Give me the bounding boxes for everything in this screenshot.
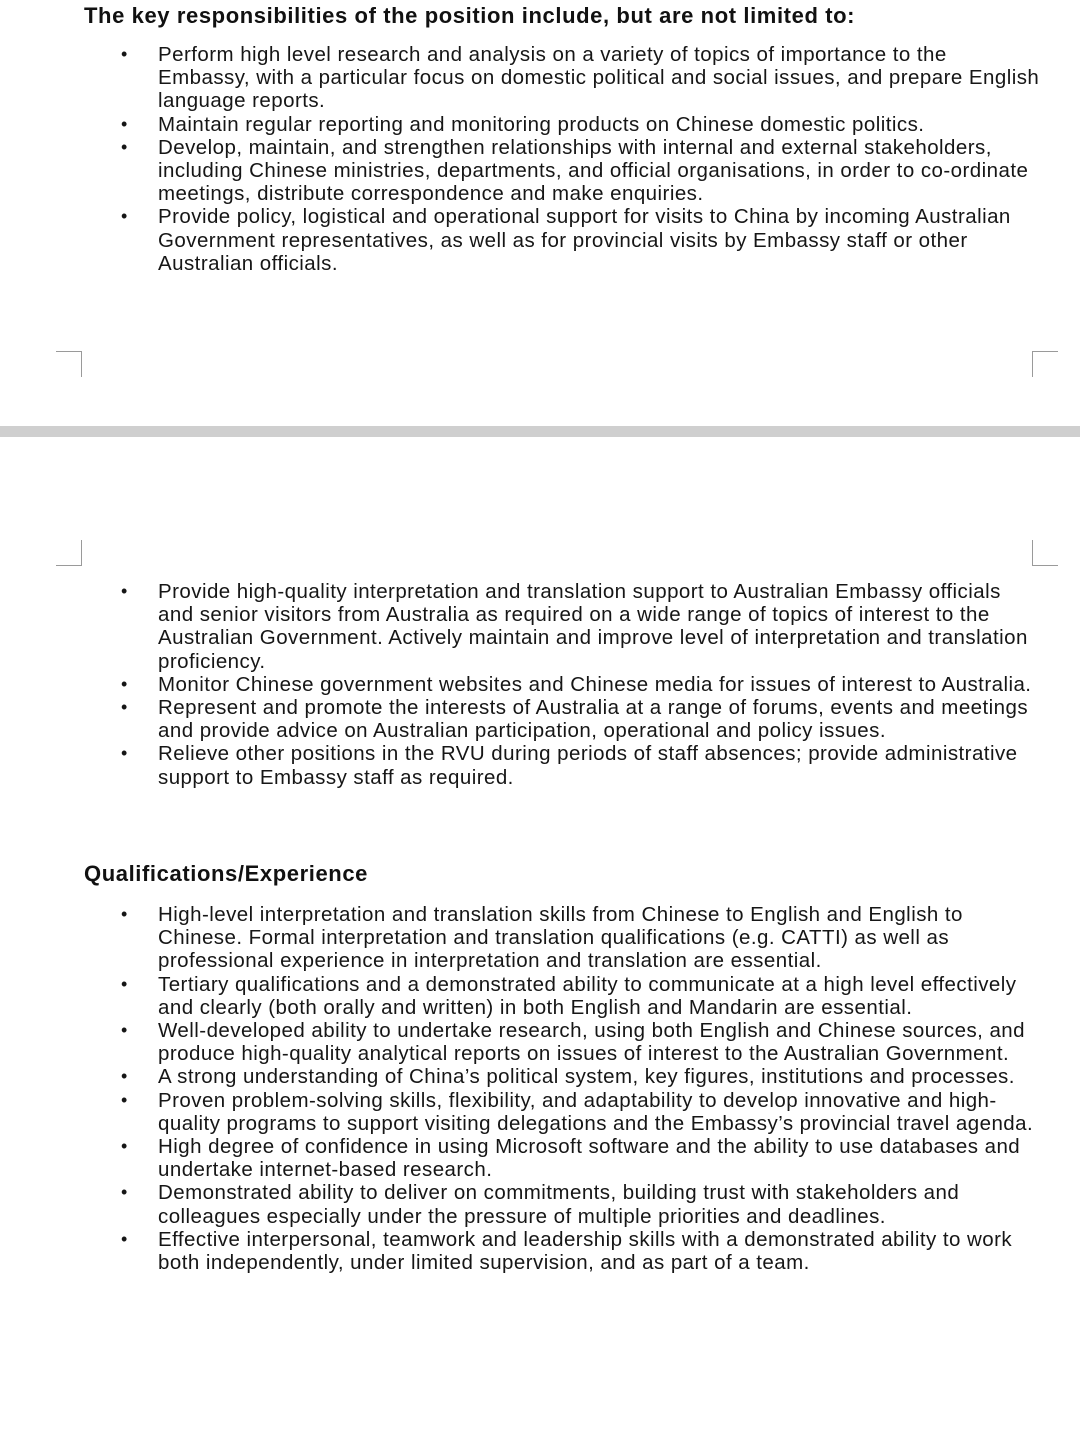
- list-item-text: Effective interpersonal, teamwork and leadership skills with a demonstrated ability to work both independently, under limited supervision, and as part of a team.: [158, 1227, 1013, 1275]
- list-item: [0, 1181, 1080, 1227]
- responsibilities-list-page-1: [0, 43, 1080, 275]
- list-item: [0, 742, 1080, 788]
- bullet-icon: •: [121, 44, 128, 64]
- bullet-icon: •: [121, 1182, 128, 1203]
- responsibilities-list-page-2: [0, 580, 1080, 789]
- list-item-text: Provide high-quality interpretation and translation support to Australian Embassy officials and senior visitors from Australia as required on a wide range of topics of interest to the Australian Government. Actively maintain and improve level of interpretation and translation proficiency.: [158, 580, 1028, 673]
- margin-corner-mark: [56, 351, 82, 377]
- bullet-icon: •: [121, 581, 128, 601]
- bullet-icon: •: [121, 697, 128, 718]
- list-item: [0, 205, 1080, 275]
- list-item-text: Develop, maintain, and strengthen relationships with internal and external stakeholders, including Chinese ministries, departments, and official organisations, in order to co-ordinate meetings, distribute correspondence and make enquiries.: [158, 135, 1029, 206]
- list-item: [0, 1135, 1080, 1181]
- bullet-icon: •: [121, 1136, 128, 1157]
- list-item: [0, 903, 1080, 973]
- list-item: [0, 1019, 1080, 1065]
- bullet-icon: •: [121, 1020, 128, 1041]
- list-item: [0, 113, 1080, 136]
- bullet-icon: •: [121, 743, 128, 764]
- list-item: [0, 696, 1080, 742]
- list-item: [0, 1089, 1080, 1135]
- list-item-text: Demonstrated ability to deliver on commitments, building trust with stakeholders and colleagues especially under the pressure of multiple priorities and deadlines.: [158, 1181, 960, 1228]
- list-item: [0, 136, 1080, 206]
- list-item-text: Relieve other positions in the RVU during periods of staff absences; provide administrative support to Embassy staff as required.: [158, 742, 1018, 789]
- responsibilities-heading: The key responsibilities of the position include, but are not limited to:: [84, 3, 856, 28]
- qualifications-list: [0, 903, 1080, 1274]
- list-item-text: Perform high level research and analysis on a variety of topics of importance to the Embassy, with a particular focus on domestic political and social issues, and prepare English language reports.: [158, 43, 1040, 113]
- bullet-icon: •: [121, 673, 128, 694]
- document-page-1: [0, 0, 1080, 426]
- list-item: [0, 1228, 1080, 1274]
- list-item-text: Maintain regular reporting and monitoring products on Chinese domestic politics.: [158, 112, 925, 136]
- list-item-text: Proven problem-solving skills, flexibility, and adaptability to develop innovative and high-quality programs to support visiting delegations and the Embassy’s provincial travel agenda.: [158, 1088, 1034, 1135]
- document-page-2: [0, 437, 1080, 1440]
- bullet-icon: •: [121, 904, 128, 924]
- margin-corner-mark: [1032, 540, 1058, 566]
- list-item-text: High degree of confidence in using Microsoft software and the ability to use databases and undertake internet-based research.: [158, 1135, 1021, 1182]
- bullet-icon: •: [121, 1089, 128, 1110]
- bullet-icon: •: [121, 136, 128, 157]
- bullet-icon: •: [121, 206, 128, 227]
- list-item: [0, 673, 1080, 696]
- margin-corner-mark: [1032, 351, 1058, 377]
- bullet-icon: •: [121, 1228, 128, 1249]
- list-item-text: Represent and promote the interests of Australia at a range of forums, events and meetings and provide advice on Australian participation, operational and policy issues.: [158, 696, 1029, 743]
- margin-corner-mark: [56, 540, 82, 566]
- list-item: [0, 580, 1080, 673]
- list-item-text: A strong understanding of China’s political system, key figures, institutions and processes.: [158, 1065, 1015, 1089]
- page-separator: [0, 426, 1080, 437]
- bullet-icon: •: [121, 973, 128, 994]
- list-item-text: Provide policy, logistical and operational support for visits to China by incoming Australian Government representatives, as well as for provincial visits by Embassy staff or other Australian officials.: [158, 205, 1011, 275]
- bullet-icon: •: [121, 1066, 128, 1087]
- list-item: [0, 43, 1080, 113]
- list-item-text: Tertiary qualifications and a demonstrated ability to communicate at a high level effectively and clearly (both orally and written) in both English and Mandarin are essential.: [158, 972, 1017, 1019]
- bullet-icon: •: [121, 113, 128, 134]
- list-item-text: Well-developed ability to undertake research, using both English and Chinese sources, and produce high-quality analytical reports on issues of interest to the Australian Government.: [158, 1019, 1026, 1066]
- qualifications-heading: Qualifications/Experience: [84, 861, 368, 886]
- list-item: [0, 1065, 1080, 1088]
- list-item-text: Monitor Chinese government websites and Chinese media for issues of interest to Australia.: [158, 672, 1032, 696]
- list-item-text: High-level interpretation and translation skills from Chinese to English and English to Chinese. Formal interpretation and translation qualifications (e.g. CATTI) as well as professional experience in interpretation and translation are essential.: [158, 903, 963, 973]
- list-item: [0, 973, 1080, 1019]
